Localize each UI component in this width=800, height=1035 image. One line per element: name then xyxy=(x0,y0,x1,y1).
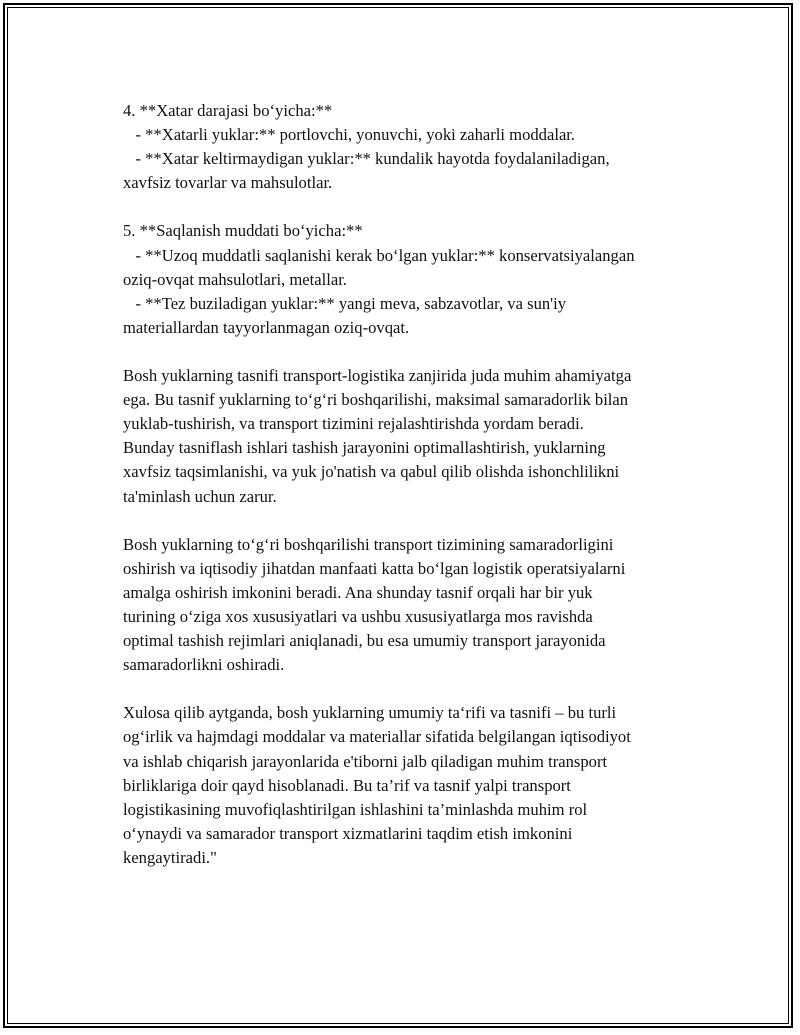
text-line: xavfsiz taqsimlanishi, va yuk jo'natish va qabul qilib olishda ishonchlilikni xyxy=(123,462,620,482)
text-line: Bunday tasniflash ishlari tashish jarayonini optimallashtirish, yuklarning xyxy=(123,438,606,458)
text-line: Bosh yuklarning tasnifi transport-logistika zanjirida juda muhim ahamiyatga xyxy=(123,366,632,386)
text-line: o‘ynaydi va samarador transport xizmatlarini taqdim etish imkonini xyxy=(123,823,573,843)
blank-line xyxy=(123,195,723,219)
text-line: amalga oshirish imkonini beradi. Ana shunday tasnif orqali har bir yuk xyxy=(123,582,593,602)
text-line: 5. **Saqlanish muddati bo‘yicha:** xyxy=(123,221,363,241)
text-line: - **Xatar keltirmaydigan yuklar:** kundalik hayotda foydalaniladigan, xyxy=(123,149,610,169)
text-line: - **Xatarli yuklar:** portlovchi, yonuvchi, yoki zaharli moddalar. xyxy=(123,125,576,145)
text-line: birliklariga doir qayd hisoblanadi. Bu ta’rif va tasnif yalpi transport xyxy=(123,775,571,795)
text-line: - **Tez buziladigan yuklar:** yangi meva, sabzavotlar, va sun'iy xyxy=(123,293,567,313)
text-line: ta'minlash uchun zarur. xyxy=(123,486,277,506)
text-line: Bosh yuklarning to‘g‘ri boshqarilishi transport tizimining samaradorligini xyxy=(123,534,614,554)
text-line: turining o‘ziga xos xususiyatlari va ushbu xususiyatlarga mos ravishda xyxy=(123,606,593,626)
text-line: Xulosa qilib aytganda, bosh yuklarning umumiy ta‘rifi va tasnifi – bu turli xyxy=(123,703,617,723)
text-line: - **Uzoq muddatli saqlanishi kerak bo‘lgan yuklar:** konservatsiyalangan xyxy=(123,245,635,265)
text-line: oshirish va iqtisodiy jihatdan manfaati katta bo‘lgan logistik operatsiyalarni xyxy=(123,558,626,578)
text-line: optimal tashish rejimlari aniqlanadi, bu esa umumiy transport jarayonida xyxy=(123,631,606,651)
document-body xyxy=(123,99,723,870)
blank-line xyxy=(123,677,723,701)
text-line: og‘irlik va hajmdagi moddalar va materiallar sifatida belgilangan iqtisodiyot xyxy=(123,727,631,747)
text-line: samaradorlikni oshiradi. xyxy=(123,655,285,675)
page-border xyxy=(3,3,793,1028)
text-line: va ishlab chiqarish jarayonlarida e'tiborni jalb qiladigan muhim transport xyxy=(123,751,608,771)
text-line: 4. **Xatar darajasi bo‘yicha:** xyxy=(123,101,333,120)
blank-line xyxy=(123,509,723,533)
text-line: ega. Bu tasnif yuklarning to‘g‘ri boshqarilishi, maksimal samaradorlik bilan xyxy=(123,390,629,410)
blank-line xyxy=(123,340,723,364)
text-line: materiallardan tayyorlanmagan oziq-ovqat. xyxy=(123,317,410,337)
text-line: oziq-ovqat mahsulotlari, metallar. xyxy=(123,269,347,289)
text-line: logistikasining muvofiqlashtirilgan ishlashini ta’minlashda muhim rol xyxy=(123,799,588,819)
text-line: yuklab-tushirish, va transport tizimini rejalashtirishda yordam beradi. xyxy=(123,414,584,434)
text-line: kengaytiradi." xyxy=(123,847,217,867)
text-line: xavfsiz tovarlar va mahsulotlar. xyxy=(123,173,333,193)
